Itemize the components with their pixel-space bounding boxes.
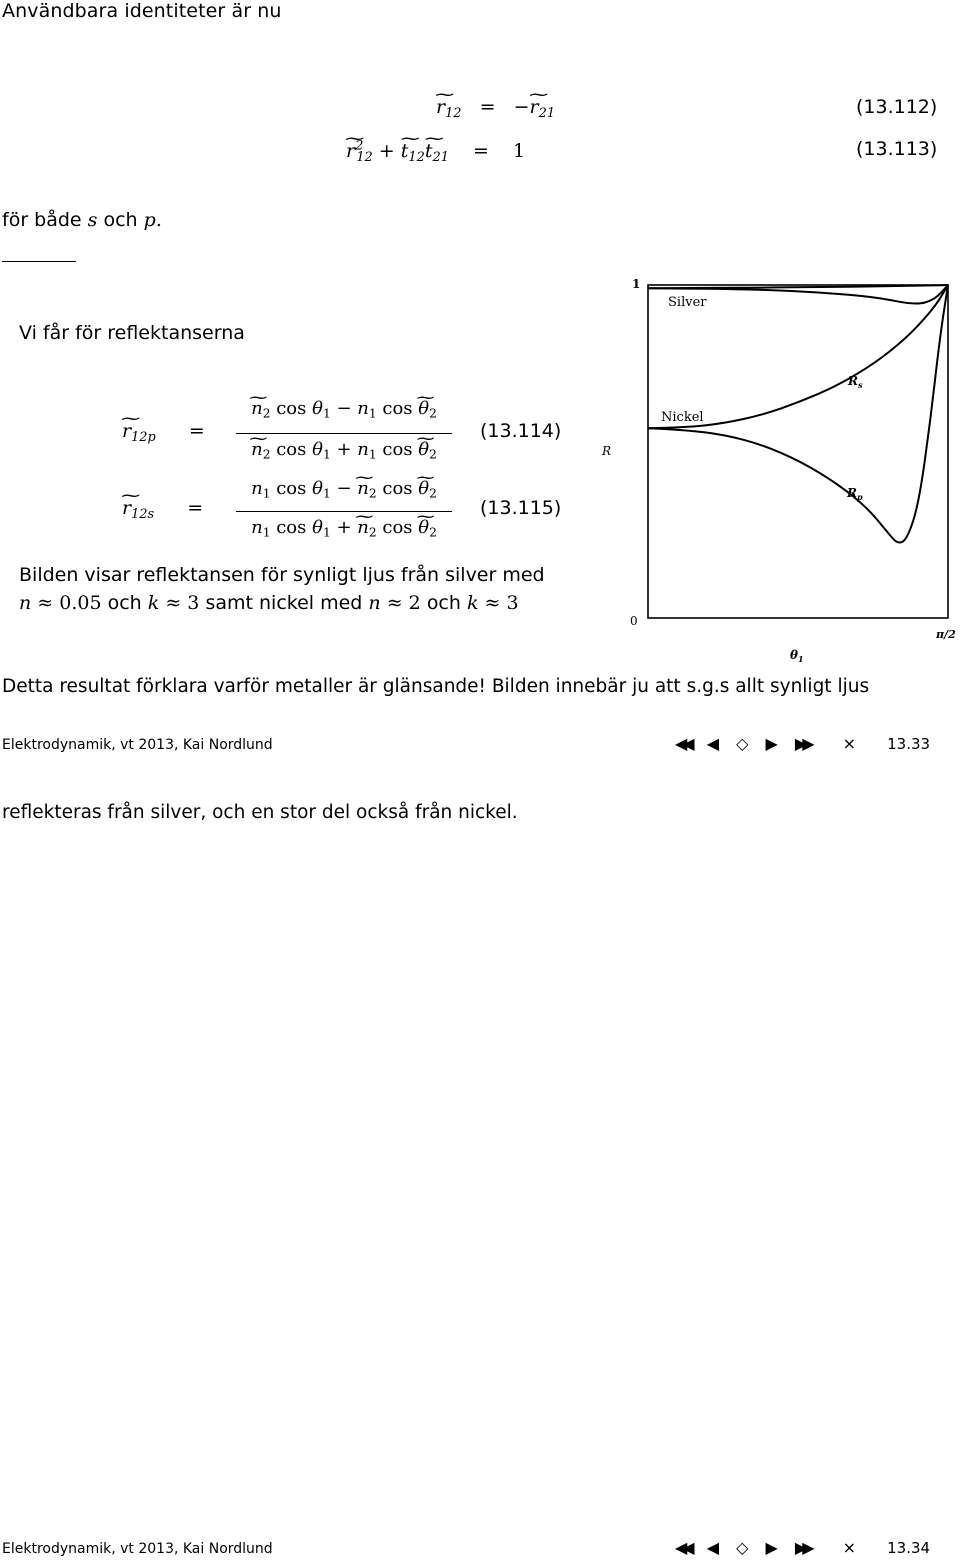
rp-label: $R_p$ xyxy=(847,486,863,502)
previous-page-button[interactable]: ◀ xyxy=(706,1538,720,1557)
last-page-button[interactable]: ▶▶ xyxy=(794,734,810,753)
close-button[interactable]: × xyxy=(842,734,857,753)
reflectance-chart xyxy=(590,270,960,670)
home-button[interactable]: ◇ xyxy=(736,1538,749,1557)
equation-number: (13.112) xyxy=(856,96,938,118)
separator-rule xyxy=(2,261,76,262)
last-page-button[interactable]: ▶▶ xyxy=(794,1538,810,1557)
page-number: 13.33 xyxy=(887,735,931,753)
footer-course-info: Elektrodynamik, vt 2013, Kai Nordlund xyxy=(2,737,273,753)
slide2-text: reflekteras från silver, och en stor del också från nickel. xyxy=(2,802,518,823)
conclusion-text: Detta resultat förklara varför metaller är glänsande! Bilden innebär ju att s.g.s allt synligt ljus xyxy=(2,676,870,697)
equation-13-112: ~ $r_{12}$ = −~ $r_{21}$ xyxy=(436,96,555,121)
navigation-bar xyxy=(675,1538,942,1557)
home-button[interactable]: ◇ xyxy=(736,734,749,753)
navigation-bar xyxy=(675,734,942,753)
page-number: 13.34 xyxy=(887,1539,931,1557)
first-page-button[interactable]: ◀◀ xyxy=(675,1538,690,1557)
close-button[interactable]: × xyxy=(842,1538,857,1557)
x-axis-label: $\theta_1$ xyxy=(790,648,804,664)
y-axis-label: R xyxy=(602,444,612,458)
silver-label: Silver xyxy=(668,295,707,310)
x-tick-label: π/2 xyxy=(936,628,956,641)
previous-page-button[interactable]: ◀ xyxy=(706,734,720,753)
y-tick-label: 0 xyxy=(630,614,638,628)
first-page-button[interactable]: ◀◀ xyxy=(675,734,690,753)
next-page-button[interactable]: ▶ xyxy=(765,1538,778,1557)
plot-frame xyxy=(648,285,948,618)
equation-number: (13.115) xyxy=(480,497,562,519)
next-page-button[interactable]: ▶ xyxy=(765,734,778,753)
fraction-numerator: $n_1$ $\cos \theta_1$ − ~ $n_2$ cos ~ $\theta_2$ xyxy=(236,478,452,501)
intro-text: Vi får för reflektanserna xyxy=(19,322,245,344)
slide-heading: Användbara identiteter är nu xyxy=(2,0,282,22)
footer-course-info: Elektrodynamik, vt 2013, Kai Nordlund xyxy=(2,1541,273,1557)
figure-caption-line-1: Bilden visar reflektansen för synligt ljus från silver med xyxy=(19,564,545,586)
equation-13-113: ~ $r^2_{12}$ + ~ $t_{12}\sim$ $t_{21} = 1$ xyxy=(346,138,525,165)
equation-number: (13.113) xyxy=(856,138,938,160)
rs-label: $R_s$ xyxy=(848,374,863,390)
nickel-label: Nickel xyxy=(661,410,704,425)
figure-caption-line-2: n ≈ 0.05 och k ≈ 3 samt nickel med n ≈ 2 och k ≈ 3 xyxy=(19,592,519,614)
both-polarizations-text: för både s och p. xyxy=(2,209,162,231)
fraction-denominator: ~ $n_2$ $\cos \theta_1 + n_1$ cos ~ $\theta_2$ xyxy=(236,439,452,462)
fraction-numerator: ~ $n_2$ $\cos \theta_1 - n_1$ cos ~ $\theta_2$ xyxy=(236,398,452,421)
equation-number: (13.114) xyxy=(480,420,562,442)
equation-lhs-r12p: ~ $r_{12p}$ = xyxy=(122,420,232,445)
fraction-denominator: $n_1$ $\cos \theta_1$ + ~ $n_2$ cos ~ $\theta_2$ xyxy=(236,517,452,540)
equation-lhs-r12s: ~ $r_{12s}$ = xyxy=(122,497,230,522)
y-tick-label: 1 xyxy=(632,277,641,291)
